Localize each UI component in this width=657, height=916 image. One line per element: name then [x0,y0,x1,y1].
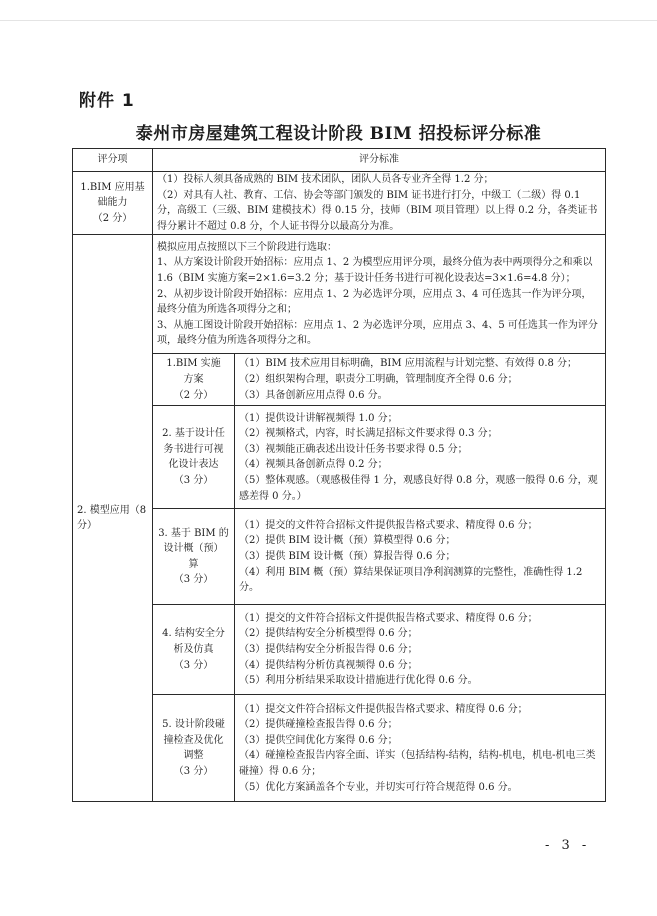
subitem-name-line: （3 分） [173,765,214,777]
subitem-name-line: （2 分） [173,389,214,401]
row1-criteria [153,172,606,235]
subitem-criteria [235,406,606,509]
row1-item-line: 1.BIM 应用基 [80,181,145,193]
page-number: - 3 - [545,838,591,853]
criterion: （1）BIM 技术应用目标明确，BIM 应用流程与计划完整、有效得 0.8 分； [239,358,578,370]
criterion: （1）投标人须具备成熟的 BIM 技术团队，团队人员各专业齐全得 1.2 分； [157,174,494,185]
subitem-name-line: 算 [188,558,199,570]
header-item: 评分项 [73,149,153,172]
top-rule [0,20,657,21]
scoring-table [72,148,606,802]
criterion: （3）提供 BIM 设计概（预）算报告得 0.6 分； [239,551,456,563]
subitem-name [153,695,235,802]
row1-item-line: （2 分） [92,212,133,224]
subitem-name [153,605,235,695]
intro-line: 1、从方案设计阶段开始招标：应用点 1、2 为模型应用评分项，最终分值为表中两项得分之和乘以 1.6（BIM 实施方案=2×1.6=3.2 分；基于设计任务书进行可视化设表达=3×1.6=4.8 分）； [157,257,593,284]
criterion: （3）提供空间优化方案得 0.6 分； [239,734,398,746]
subitem-name-line: （3 分） [173,574,214,586]
row1-item [73,172,153,235]
row2-item [73,235,153,802]
criterion: （4）利用 BIM 概（预）算结果保证项目净利润测算的完整性，准确性得 1.2 分。 [239,566,583,594]
subitem-name-line: 析及仿真 [173,644,214,656]
subitem-name-line: 4. 结构安全分 [162,628,225,640]
table-row [73,509,606,605]
intro-line: 模拟应用点按照以下三个阶段进行选取： [157,241,337,253]
criterion: （2）视频格式，内容，时长满足招标文件要求得 0.3 分； [239,428,498,440]
subitem-criteria [235,605,606,695]
subitem-name-line: 撞检查及优化 [163,734,224,746]
criterion: （5）整体观感。（观感极佳得 1 分，观感良好得 0.8 分，观感一般得 0.6 分，观感差得 0 分。） [239,474,598,502]
criterion: （4）碰撞检查报告内容全面、详实（包括结构-结构，结构-机电，机电-机电三类碰撞）得 0.6 分； [239,750,596,777]
subitem-name [153,509,235,605]
criterion: （3）提供结构安全分析报告得 0.6 分； [239,644,418,656]
subitem-name [153,406,235,509]
table-row [73,406,606,509]
criterion: （1）提交的文件符合招标文件提供报告格式要求、精度得 0.6 分； [239,519,538,531]
table-row [73,605,606,695]
subitem-name-line: （3 分） [173,474,214,486]
criterion: （4）提供结构分析仿真视频得 0.6 分； [239,659,418,671]
criterion: （2）提供 BIM 设计概（预）算模型得 0.6 分； [239,535,456,547]
row1-item-line: 础能力 [97,197,128,209]
subitem-name-line: 5. 设计阶段碰 [162,719,225,731]
header-standard: 评分标准 [153,149,606,172]
subitem-criteria [235,354,606,406]
criterion: （2）提供碰撞检查报告得 0.6 分； [239,719,398,731]
subitem-name-line: 设计概（预） [163,543,224,555]
criterion: （3）视频能正确表述出设计任务书要求得 0.5 分； [239,443,468,455]
subitem-name-line: （3 分） [173,659,214,671]
table-header-row [73,149,606,172]
subitem-name-line: 化设计表达 [168,459,219,471]
subitem-name-line: 2. 基于设计任 [162,428,225,440]
table-row [73,354,606,406]
criterion: （3）具备创新应用点得 0.6 分。 [239,389,388,401]
criterion: （2）提供结构安全分析模型得 0.6 分； [239,628,418,640]
subitem-name-line: 3. 基于 BIM 的 [158,527,229,539]
subitem-name [153,354,235,406]
subitem-criteria [235,695,606,802]
subitem-name-line: 1.BIM 实施 [166,358,221,370]
table-row [73,235,606,354]
row2-item-line: 2. 模型应用（8 [77,504,147,516]
criterion: （4）视频具备创新点得 0.2 分； [239,459,388,471]
intro-line: 3、从施工图设计阶段开始招标：应用点 1、2 为必选评分项，应用点 3、4、5 可任选其一作为评分项，最终分值为所选各项得分之和。 [157,319,598,347]
subitem-criteria [235,509,606,605]
subitem-name-line: 务书进行可视 [163,443,224,455]
criterion: （2）组织架构合理，职责分工明确，管理制度齐全得 0.6 分； [239,374,518,386]
subitem-name-line: 调整 [183,750,204,762]
intro-line: 2、从初步设计阶段开始招标：应用点 1、2 为必选评分项，应用点 3、4 可任选其一作为评分项，最终分值为所选各项得分之和； [157,288,592,316]
table-row [73,695,606,802]
criterion: （1）提交的文件符合招标文件提供报告格式要求、精度得 0.6 分； [239,612,538,624]
criterion: （5）优化方案涵盖各个专业，并切实可行符合规范得 0.6 分。 [239,781,518,793]
document-title: 泰州市房屋建筑工程设计阶段 BIM 招投标评分标准 [135,124,542,144]
row2-intro [153,235,606,354]
criterion: （1）提交文件符合招标文件提供报告格式要求、精度得 0.6 分； [239,703,528,715]
attachment-label: 附件 1 [79,91,135,111]
criterion: （1）提供设计讲解视频得 1.0 分； [239,412,398,424]
table-row [73,172,606,235]
row2-item-line: 分） [77,520,97,532]
criterion: （5）利用分析结果采取设计措施进行优化得 0.6 分。 [239,675,478,687]
criterion: （2）对具有人社、教育、工信、协会等部门颁发的 BIM 证书进行打分，中级工（二级）得 0.1 分，高级工（三级、BIM 建模技术）得 0.15 分，技师（BIM 项目管理）以上得 0.2 分，各类证书得分累计不超过 0.8 分，个人证书得分以最高分为准。 [157,189,598,232]
subitem-name-line: 方案 [183,374,204,386]
